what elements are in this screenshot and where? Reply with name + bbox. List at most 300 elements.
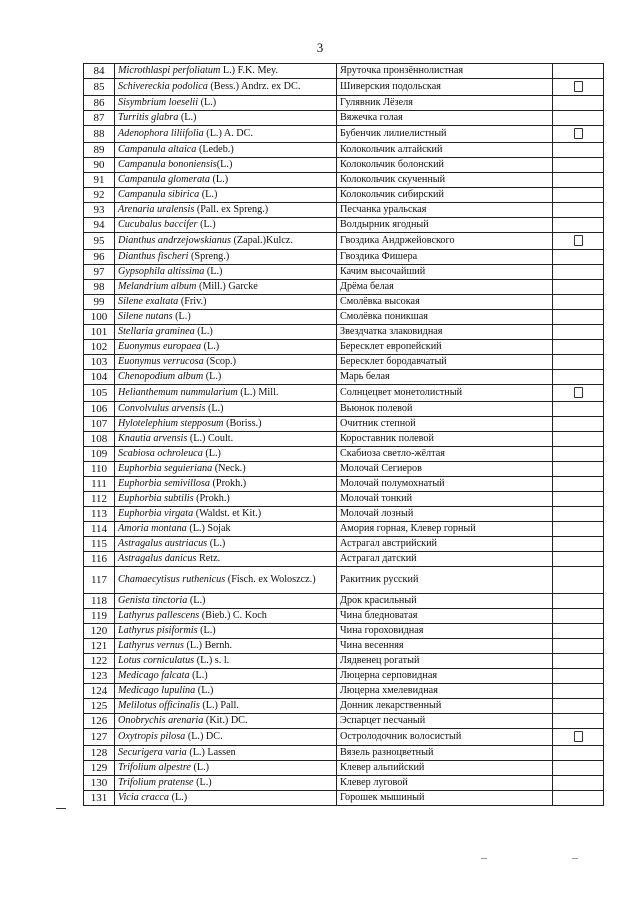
table-row <box>84 552 604 567</box>
author-citation: (L.) Mill. <box>237 387 279 398</box>
russian-name: Молочай полумохнатый <box>337 477 553 492</box>
latin-name-cell <box>115 537 337 552</box>
latin-name: Euphorbia subtilis <box>118 493 194 504</box>
latin-name: Stellaria graminea <box>118 326 195 337</box>
russian-name: Эспарцет песчаный <box>337 714 553 729</box>
russian-name: Чина весенняя <box>337 639 553 654</box>
latin-name: Microthlaspi perfoliatum <box>118 65 221 76</box>
author-citation: (Zapal.)Kulcz. <box>230 235 293 246</box>
latin-name-cell <box>115 340 337 355</box>
status-cell <box>553 310 604 325</box>
latin-name: Medicago lupulina <box>118 685 196 696</box>
author-citation: (L.) Bernh. <box>183 640 233 651</box>
scan-mark <box>572 858 578 859</box>
latin-name-cell <box>115 173 337 188</box>
row-number: 102 <box>84 340 115 355</box>
row-number: 130 <box>84 776 115 791</box>
latin-name: Campanula altaica <box>118 144 197 155</box>
status-cell <box>553 402 604 417</box>
latin-name-cell <box>115 250 337 265</box>
latin-name: Arenaria uralensis <box>118 204 195 215</box>
author-citation: (L.) <box>205 403 224 414</box>
latin-name-cell <box>115 522 337 537</box>
latin-name: Dianthus andrzejowskianus <box>118 235 231 246</box>
latin-name-cell <box>115 370 337 385</box>
russian-name: Гвоздика Андржейовского <box>337 233 553 250</box>
author-citation: (L.) DC. <box>185 731 223 742</box>
latin-name-cell <box>115 791 337 806</box>
latin-name-cell <box>115 761 337 776</box>
russian-name: Колокольчик болонский <box>337 158 553 173</box>
row-number: 104 <box>84 370 115 385</box>
author-citation: (L.) A. DC. <box>203 128 253 139</box>
russian-name: Колокольчик алтайский <box>337 143 553 158</box>
author-citation: (L.) <box>169 792 188 803</box>
status-cell <box>553 462 604 477</box>
author-citation: (L.) <box>216 159 233 170</box>
row-number: 129 <box>84 761 115 776</box>
russian-name: Качим высочайший <box>337 265 553 280</box>
row-number: 97 <box>84 265 115 280</box>
table-row <box>84 609 604 624</box>
table-row <box>84 699 604 714</box>
russian-name: Дрёма белая <box>337 280 553 295</box>
row-number: 126 <box>84 714 115 729</box>
row-number: 84 <box>84 64 115 79</box>
latin-name: Genista tinctoria <box>118 595 188 606</box>
row-number: 94 <box>84 218 115 233</box>
author-citation: (L.) <box>207 538 226 549</box>
row-number: 113 <box>84 507 115 522</box>
table-row <box>84 96 604 111</box>
russian-name: Вяжечка голая <box>337 111 553 126</box>
status-cell <box>553 96 604 111</box>
latin-name: Sisymbrium loeselii <box>118 97 199 108</box>
table-row <box>84 295 604 310</box>
row-number: 99 <box>84 295 115 310</box>
latin-name: Trifolium alpestre <box>118 762 191 773</box>
latin-name-cell <box>115 507 337 522</box>
latin-name: Dianthus fischeri <box>118 251 189 262</box>
table-row <box>84 669 604 684</box>
latin-name: Knautia arvensis <box>118 433 188 444</box>
row-number: 100 <box>84 310 115 325</box>
table-row <box>84 654 604 669</box>
table-row <box>84 594 604 609</box>
table-row <box>84 729 604 746</box>
latin-name: Campanula bononiensis <box>118 159 217 170</box>
author-citation: (L.) <box>189 670 208 681</box>
latin-name-cell <box>115 402 337 417</box>
status-cell <box>553 522 604 537</box>
russian-name: Бубенчик лилиелистный <box>337 126 553 143</box>
status-cell <box>553 594 604 609</box>
author-citation: (L.) <box>197 219 216 230</box>
table-row <box>84 477 604 492</box>
author-citation: (L.) <box>198 97 217 108</box>
latin-name: Hylotelephium stepposum <box>118 418 224 429</box>
scan-mark <box>481 858 487 859</box>
row-number: 91 <box>84 173 115 188</box>
table-row <box>84 173 604 188</box>
table-row <box>84 310 604 325</box>
table-row <box>84 639 604 654</box>
status-cell <box>553 340 604 355</box>
status-cell <box>553 233 604 250</box>
author-citation: (L.) <box>197 625 216 636</box>
row-number: 109 <box>84 447 115 462</box>
russian-name: Дрок красильный <box>337 594 553 609</box>
status-cell <box>553 325 604 340</box>
latin-name: Euonymus europaea <box>118 341 202 352</box>
russian-name: Ярутoчка пронзённолистная <box>337 64 553 79</box>
latin-name: Campanula glomerata <box>118 174 210 185</box>
russian-name: Бересклет европейский <box>337 340 553 355</box>
latin-name: Euonymus verrucosa <box>118 356 204 367</box>
table-row <box>84 79 604 96</box>
table-row <box>84 462 604 477</box>
author-citation: (Boriss.) <box>223 418 262 429</box>
russian-name: Астрагал датский <box>337 552 553 567</box>
latin-name: Chenopodium album <box>118 371 204 382</box>
status-cell <box>553 746 604 761</box>
status-cell <box>553 447 604 462</box>
row-number: 116 <box>84 552 115 567</box>
status-cell <box>553 699 604 714</box>
row-number: 117 <box>84 567 115 594</box>
table-row <box>84 280 604 295</box>
latin-name: Lathyrus vernus <box>118 640 184 651</box>
latin-name-cell <box>115 79 337 96</box>
russian-name: Люцерна хмелевидная <box>337 684 553 699</box>
author-citation: (L.) <box>202 448 221 459</box>
status-cell <box>553 507 604 522</box>
latin-name-cell <box>115 552 337 567</box>
table-row <box>84 447 604 462</box>
row-number: 111 <box>84 477 115 492</box>
russian-name: Гулявник Лёзеля <box>337 96 553 111</box>
status-cell <box>553 669 604 684</box>
species-table-body <box>84 64 604 806</box>
latin-name-cell <box>115 188 337 203</box>
russian-name: Вязель разноцветный <box>337 746 553 761</box>
latin-name: Astragalus austriacus <box>118 538 208 549</box>
checkbox-icon <box>574 128 583 139</box>
row-number: 108 <box>84 432 115 447</box>
russian-name: Колокольчик скученный <box>337 173 553 188</box>
row-number: 121 <box>84 639 115 654</box>
russian-name: Очитник степной <box>337 417 553 432</box>
row-number: 98 <box>84 280 115 295</box>
row-number: 124 <box>84 684 115 699</box>
row-number: 90 <box>84 158 115 173</box>
latin-name-cell <box>115 714 337 729</box>
status-cell <box>553 218 604 233</box>
table-row <box>84 233 604 250</box>
author-citation: (L.) Sojak <box>186 523 231 534</box>
latin-name-cell <box>115 567 337 594</box>
russian-name: Остролодочник волосистый <box>337 729 553 746</box>
page-number: 3 <box>316 40 324 55</box>
table-row <box>84 218 604 233</box>
latin-name-cell <box>115 776 337 791</box>
latin-name: Scabiosa ochroleuca <box>118 448 203 459</box>
author-citation: (L.) <box>194 326 213 337</box>
latin-name: Euphorbia virgata <box>118 508 194 519</box>
latin-name: Melilotus officinalis <box>118 700 200 711</box>
author-citation: (Neck.) <box>212 463 246 474</box>
row-number: 131 <box>84 791 115 806</box>
latin-name-cell <box>115 684 337 699</box>
russian-name: Горошек мышиный <box>337 791 553 806</box>
latin-name: Silene nutans <box>118 311 173 322</box>
status-cell <box>553 684 604 699</box>
status-cell <box>553 477 604 492</box>
row-number: 92 <box>84 188 115 203</box>
table-row <box>84 684 604 699</box>
status-cell <box>553 64 604 79</box>
russian-name: Колокольчик сибирский <box>337 188 553 203</box>
latin-name: Euphorbia seguieriana <box>118 463 213 474</box>
status-cell <box>553 492 604 507</box>
russian-name: Шиверския подольская <box>337 79 553 96</box>
status-cell <box>553 158 604 173</box>
russian-name: Клевер луговой <box>337 776 553 791</box>
table-row <box>84 432 604 447</box>
latin-name: Turritis glabra <box>118 112 179 123</box>
row-number: 106 <box>84 402 115 417</box>
russian-name: Вьюнок полевой <box>337 402 553 417</box>
row-number: 93 <box>84 203 115 218</box>
russian-name: Волдырник ягодный <box>337 218 553 233</box>
latin-name: Astragalus danicus <box>118 553 197 564</box>
latin-name-cell <box>115 203 337 218</box>
status-cell <box>553 265 604 280</box>
row-number: 125 <box>84 699 115 714</box>
author-citation: Retz. <box>196 553 221 564</box>
author-citation: (Ledeb.) <box>196 144 234 155</box>
latin-name-cell <box>115 609 337 624</box>
checkbox-icon <box>574 81 583 92</box>
table-row <box>84 370 604 385</box>
table-row <box>84 158 604 173</box>
latin-name-cell <box>115 477 337 492</box>
table-row <box>84 385 604 402</box>
row-number: 88 <box>84 126 115 143</box>
author-citation: (Fisch. ex Woloszcz.) <box>225 574 316 585</box>
table-row <box>84 746 604 761</box>
status-cell <box>553 111 604 126</box>
author-citation: (Bieb.) C. Koch <box>199 610 267 621</box>
latin-name: Silene exaltata <box>118 296 179 307</box>
latin-name: Campanula sibirica <box>118 189 200 200</box>
status-cell <box>553 654 604 669</box>
russian-name: Люцерна серповидная <box>337 669 553 684</box>
russian-name: Короставник полевой <box>337 432 553 447</box>
russian-name: Смолёвка поникшая <box>337 310 553 325</box>
row-number: 101 <box>84 325 115 340</box>
status-cell <box>553 370 604 385</box>
status-cell <box>553 250 604 265</box>
table-row <box>84 761 604 776</box>
table-row <box>84 355 604 370</box>
status-cell <box>553 385 604 402</box>
checkbox-icon <box>574 235 583 246</box>
russian-name: Молочай тонкий <box>337 492 553 507</box>
row-number: 119 <box>84 609 115 624</box>
latin-name: Amoria montana <box>118 523 187 534</box>
author-citation: (L.) Coult. <box>187 433 234 444</box>
latin-name-cell <box>115 432 337 447</box>
table-row <box>84 126 604 143</box>
latin-name: Euphorbia semivillosa <box>118 478 210 489</box>
row-number: 120 <box>84 624 115 639</box>
table-row <box>84 402 604 417</box>
status-cell <box>553 624 604 639</box>
author-citation: (Prokh.) <box>209 478 247 489</box>
table-row <box>84 111 604 126</box>
margin-dash <box>56 808 66 809</box>
checkbox-icon <box>574 731 583 742</box>
latin-name-cell <box>115 295 337 310</box>
table-row <box>84 776 604 791</box>
table-row <box>84 143 604 158</box>
table-row <box>84 325 604 340</box>
checkbox-icon <box>574 387 583 398</box>
author-citation: (Pall. ex Spreng.) <box>194 204 269 215</box>
latin-name-cell <box>115 218 337 233</box>
latin-name-cell <box>115 492 337 507</box>
status-cell <box>553 639 604 654</box>
status-cell <box>553 280 604 295</box>
table-row <box>84 492 604 507</box>
latin-name: Helianthemum nummularium <box>118 387 238 398</box>
latin-name: Lathyrus pallescens <box>118 610 200 621</box>
russian-name: Молочай лозный <box>337 507 553 522</box>
row-number: 128 <box>84 746 115 761</box>
author-citation: (L.) <box>204 266 223 277</box>
author-citation: (L.) <box>190 762 210 773</box>
author-citation: (L.) Pall. <box>199 700 239 711</box>
author-citation: (Scop.) <box>203 356 236 367</box>
status-cell <box>553 761 604 776</box>
russian-name: Гвоздика Фишера <box>337 250 553 265</box>
row-number: 96 <box>84 250 115 265</box>
author-citation: (L.) s. l. <box>194 655 230 666</box>
table-row <box>84 624 604 639</box>
latin-name-cell <box>115 355 337 370</box>
russian-name: Бересклет бородавчатый <box>337 355 553 370</box>
species-table <box>83 63 604 806</box>
latin-name: Adenophora liliifolia <box>118 128 204 139</box>
russian-name: Клевер альпийский <box>337 761 553 776</box>
status-cell <box>553 432 604 447</box>
latin-name-cell <box>115 325 337 340</box>
latin-name: Vicia cracca <box>118 792 170 803</box>
latin-name-cell <box>115 265 337 280</box>
latin-name-cell <box>115 158 337 173</box>
russian-name: Песчанка уральская <box>337 203 553 218</box>
latin-name-cell <box>115 96 337 111</box>
latin-name-cell <box>115 639 337 654</box>
russian-name: Астрагал австрийский <box>337 537 553 552</box>
author-citation: (L.) <box>201 341 220 352</box>
latin-name-cell <box>115 746 337 761</box>
row-number: 114 <box>84 522 115 537</box>
russian-name: Звездчатка злаковидная <box>337 325 553 340</box>
author-citation: (L.) <box>193 777 212 788</box>
row-number: 103 <box>84 355 115 370</box>
latin-name-cell <box>115 126 337 143</box>
row-number: 86 <box>84 96 115 111</box>
author-citation: (L.) <box>187 595 206 606</box>
latin-name-cell <box>115 447 337 462</box>
status-cell <box>553 295 604 310</box>
latin-name: Schivereckia podolica <box>118 81 208 92</box>
russian-name: Молочай Сегиеров <box>337 462 553 477</box>
table-row <box>84 203 604 218</box>
row-number: 118 <box>84 594 115 609</box>
latin-name: Lotus corniculatus <box>118 655 195 666</box>
latin-name-cell <box>115 64 337 79</box>
table-row <box>84 791 604 806</box>
author-citation: (L.) <box>178 112 197 123</box>
author-citation: (Kit.) DC. <box>203 715 248 726</box>
status-cell <box>553 355 604 370</box>
row-number: 112 <box>84 492 115 507</box>
russian-name: Донник лекарственный <box>337 699 553 714</box>
table-row <box>84 265 604 280</box>
table-row <box>84 250 604 265</box>
status-cell <box>553 714 604 729</box>
latin-name-cell <box>115 233 337 250</box>
author-citation: (L.) <box>199 189 218 200</box>
row-number: 105 <box>84 385 115 402</box>
row-number: 89 <box>84 143 115 158</box>
russian-name: Чина гороховидная <box>337 624 553 639</box>
row-number: 115 <box>84 537 115 552</box>
row-number: 95 <box>84 233 115 250</box>
status-cell <box>553 776 604 791</box>
russian-name: Лядвенец рогатый <box>337 654 553 669</box>
status-cell <box>553 126 604 143</box>
russian-name: Чина бледноватая <box>337 609 553 624</box>
latin-name: Gypsophila altissima <box>118 266 205 277</box>
latin-name-cell <box>115 462 337 477</box>
latin-name-cell <box>115 385 337 402</box>
table-row <box>84 537 604 552</box>
table-row <box>84 417 604 432</box>
status-cell <box>553 79 604 96</box>
status-cell <box>553 188 604 203</box>
row-number: 87 <box>84 111 115 126</box>
russian-name: Марь белая <box>337 370 553 385</box>
status-cell <box>553 609 604 624</box>
row-number: 110 <box>84 462 115 477</box>
latin-name-cell <box>115 111 337 126</box>
author-citation: (Prokh.) <box>193 493 230 504</box>
latin-name: Onobrychis arenaria <box>118 715 204 726</box>
latin-name: Cucubalus baccifer <box>118 219 198 230</box>
russian-name: Амория горная, Клевер горный <box>337 522 553 537</box>
russian-name: Смолёвка высокая <box>337 295 553 310</box>
latin-name: Oxytropis pilosa <box>118 731 186 742</box>
status-cell <box>553 567 604 594</box>
table-row <box>84 567 604 594</box>
latin-name-cell <box>115 417 337 432</box>
row-number: 122 <box>84 654 115 669</box>
table-row <box>84 340 604 355</box>
